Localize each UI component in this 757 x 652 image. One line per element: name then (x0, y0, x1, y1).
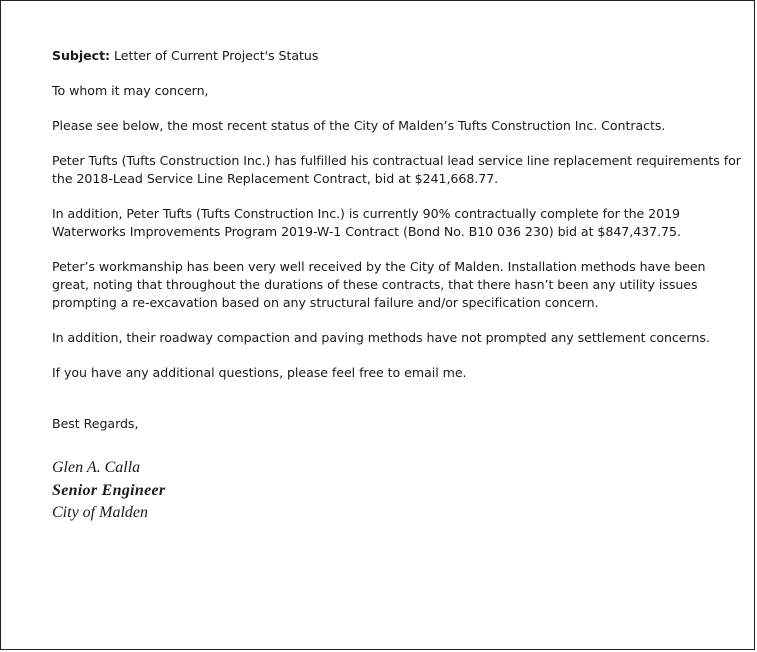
paragraph-lead-contract: Peter Tufts (Tufts Construction Inc.) has fulfilled his contractual lead service line replacement requirements for the 2018-Lead Service Line Replacement Contract, bid at $241,668.77. (52, 153, 741, 186)
signature-name: Glen A. Calla (52, 459, 141, 476)
signature-block (52, 457, 742, 524)
signature-organization: City of Malden (52, 504, 148, 521)
subject-line (52, 47, 742, 65)
subject-text: Letter of Current Project's Status (114, 48, 319, 63)
letter-body (52, 47, 742, 524)
closing: Best Regards, (52, 416, 139, 431)
paragraph-roadway: In addition, their roadway compaction and paving methods have not prompted any settlement concerns. (52, 330, 710, 345)
subject-label: Subject: (52, 48, 111, 63)
paragraph-intro: Please see below, the most recent status of the City of Malden’s Tufts Construction Inc. Contracts. (52, 118, 666, 133)
salutation: To whom it may concern, (52, 83, 209, 98)
signature-title: Senior Engineer (52, 482, 166, 499)
paragraph-waterworks-contract: In addition, Peter Tufts (Tufts Construction Inc.) is currently 90% contractually complete for the 2019 Waterworks Improvements Program 2019-W-1 Contract (Bond No. B10 036 230) bid at $847,437.75. (52, 206, 681, 239)
paragraph-workmanship: Peter’s workmanship has been very well received by the City of Malden. Installation methods have been great, noting that throughout the durations of these contracts, that there hasn’t been any utility issues prompting a re-excavation based on any structural failure and/or specification concern. (52, 259, 706, 310)
paragraph-contact: If you have any additional questions, please feel free to email me. (52, 365, 467, 380)
